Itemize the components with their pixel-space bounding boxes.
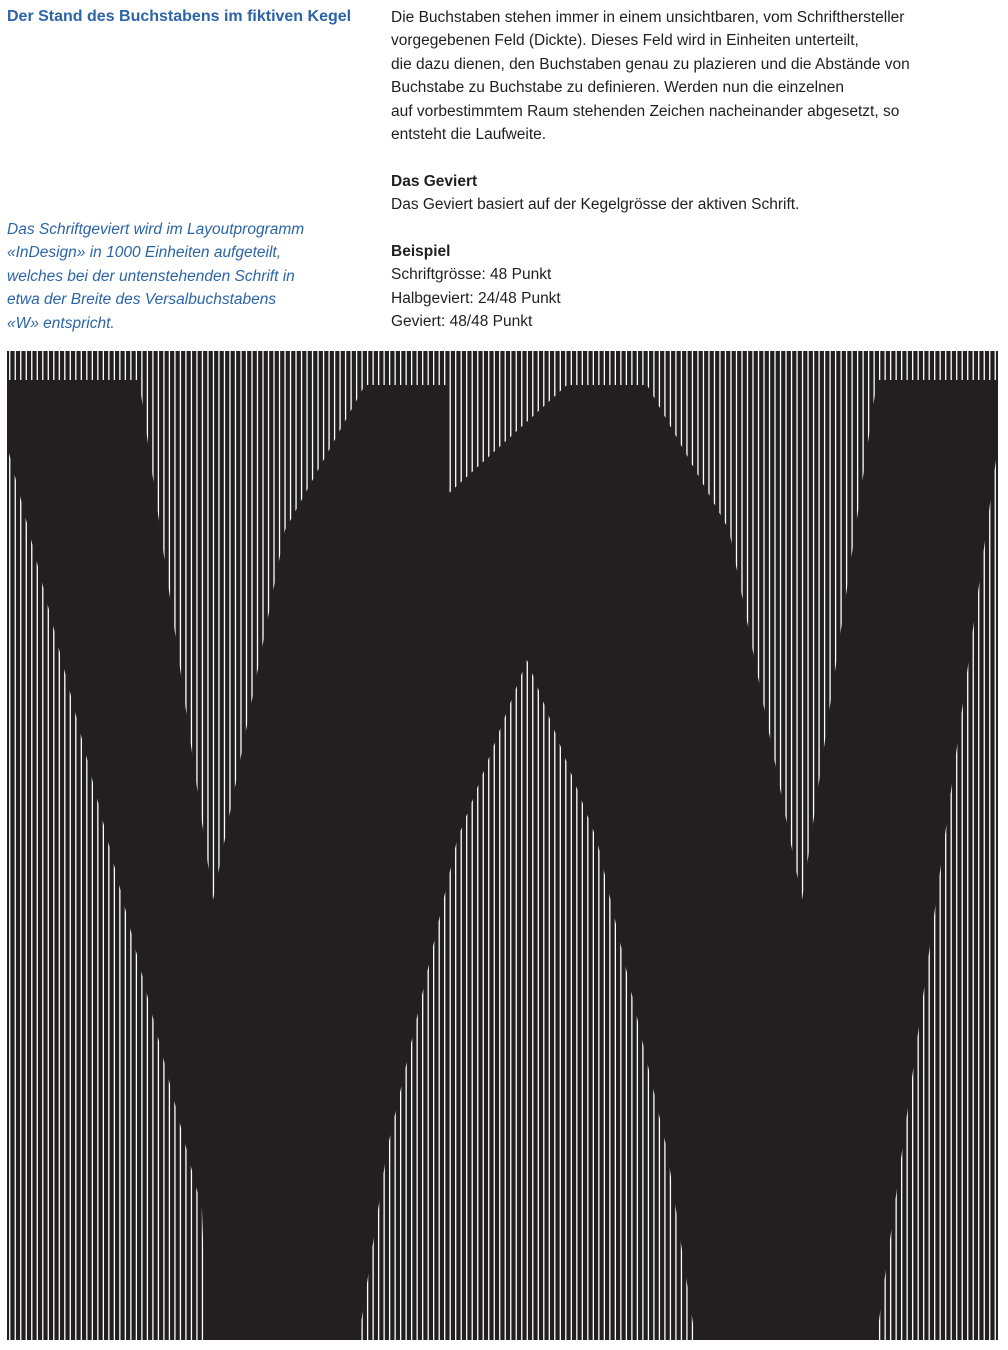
- example-line: Geviert: 48/48 Punkt: [391, 313, 533, 331]
- caption-line: etwa der Breite des Versalbuchstabens: [7, 291, 277, 309]
- body-text: [391, 6, 1003, 334]
- section-heading: Der Stand des Buchstabens im fiktiven Kegel: [7, 8, 352, 25]
- paragraph-gap: [391, 217, 1003, 240]
- letter-w-stripes: [7, 350, 998, 1340]
- geviert-title: Das Geviert: [391, 172, 478, 190]
- example-line: Schriftgrösse: 48 Punkt: [391, 266, 552, 284]
- intro-line: vorgegebenen Feld (Dickte). Dieses Feld wird in Einheiten unterteilt,: [391, 32, 859, 50]
- intro-line: Die Buchstaben stehen immer in einem unsichtbaren, vom Schrifthersteller: [391, 9, 905, 26]
- paragraph-gap: [391, 146, 1003, 169]
- figure-background: [7, 350, 998, 1340]
- intro-paragraph: [391, 6, 1003, 146]
- intro-line: auf vorbestimmtem Raum stehenden Zeichen nacheinander abgesetzt, so: [391, 102, 900, 120]
- caption-line: «W» entspricht.: [7, 314, 115, 332]
- example-line: Halbgeviert: 24/48 Punkt: [391, 289, 561, 307]
- example-title: Beispiel: [391, 243, 451, 261]
- letter-w-unit-figure: [7, 350, 998, 1340]
- caption-line: Das Schriftgeviert wird im Layoutprogramm: [7, 221, 305, 238]
- intro-line: Buchstabe zu Buchstabe zu definieren. Werden nun die einzelnen: [391, 79, 844, 97]
- intro-line: die dazu dienen, den Buchstaben genau zu plazieren und die Abstände von: [391, 55, 910, 73]
- caption-line: «InDesign» in 1000 Einheiten aufgeteilt,: [7, 244, 282, 262]
- geviert-text: Das Geviert basiert auf der Kegelgrösse der aktiven Schrift.: [391, 196, 800, 214]
- caption-line: welches bei der untenstehenden Schrift in: [7, 267, 295, 285]
- figure-caption: [7, 218, 367, 335]
- intro-line: entsteht die Laufweite.: [391, 126, 547, 144]
